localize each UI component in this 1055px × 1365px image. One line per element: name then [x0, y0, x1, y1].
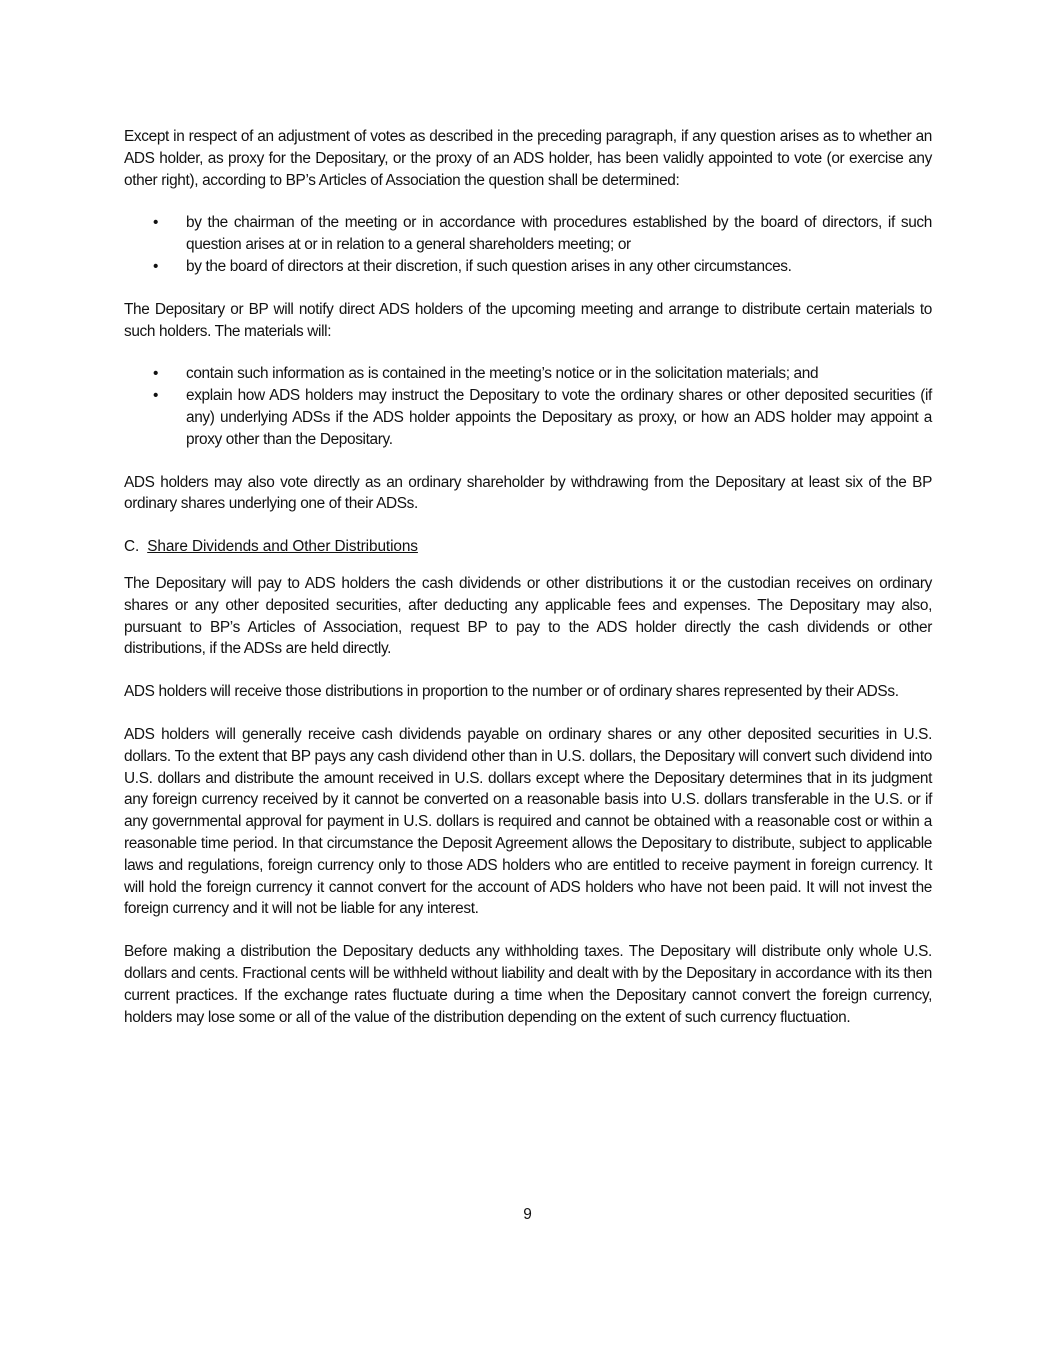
- section-title: Share Dividends and Other Distributions: [147, 538, 418, 556]
- paragraph-direct-vote: ADS holders may also vote directly as an ordinary shareholder by withdrawing from the Depositary at least six of the BP ordinary shares underlying one of their ADSs.: [124, 473, 932, 513]
- section-heading-c: [124, 536, 932, 558]
- paragraph-withholding: Before making a distribution the Depositary deducts any withholding taxes. The Depositary will distribute only whole U.S. dollars and cents. Fractional cents will be withheld without liability and dealt with by the Depositary in accordance with its then current practices. If the exchange rates fluctuate during a time when the Depositary cannot convert the foreign currency, holders may lose some or all of the value of the distribution depending on the extent of such currency fluctuation.: [124, 943, 932, 1026]
- list-item-text: contain such information as is contained in the meeting’s notice or in the solicitation materials; and: [186, 365, 819, 383]
- paragraph-meeting-notice: The Depositary or BP will notify direct ADS holders of the upcoming meeting and arrange to distribute certain materials to such holders. The materials will:: [124, 300, 932, 340]
- list-item: [124, 212, 932, 256]
- bullet-icon: •: [153, 387, 159, 405]
- paragraph-proportion: ADS holders will receive those distributions in proportion to the number or of ordinary shares represented by their ADSs.: [124, 683, 899, 701]
- list-item-text: by the chairman of the meeting or in accordance with procedures established by the board of directors, if such question arises at or in relation to a general shareholders meeting; or: [186, 214, 932, 254]
- page-number: 9: [523, 1206, 532, 1223]
- paragraph-dividend-payment: The Depositary will pay to ADS holders the cash dividends or other distributions it or the custodian receives on ordinary shares or any other deposited securities, after deducting any applicable fees and expenses. The Depositary may also, pursuant to BP’s Articles of Association, request BP to pay to the ADS holder directly the cash dividends or other distributions, if the ADSs are held directly.: [124, 574, 932, 658]
- bullet-icon: •: [153, 214, 159, 232]
- bullet-icon: •: [153, 365, 159, 383]
- list-item-text: explain how ADS holders may instruct the Depositary to vote the ordinary shares or other deposited securities (if any) underlying ADSs if the ADS holder appoints the Depositary as proxy, or how an ADS holder may appoint a proxy other than the Depositary.: [186, 387, 932, 448]
- bullet-icon: •: [153, 257, 159, 275]
- paragraph-question-determination: Except in respect of an adjustment of votes as described in the preceding paragraph, if any question arises as to whether an ADS holder, as proxy for the Depositary, or the proxy of an ADS holder, has been validly appointed to vote (or exercise any other right), according to BP’s Articles of Association the question shall be determined:: [124, 128, 932, 189]
- list-item: [124, 256, 932, 278]
- bullet-list-materials: [124, 363, 932, 450]
- section-letter: C.: [124, 538, 140, 556]
- list-item: [124, 385, 932, 450]
- list-item-text: by the board of directors at their discretion, if such question arises in any other circumstances.: [186, 257, 792, 275]
- document-page: [124, 126, 932, 1049]
- list-item: [124, 363, 932, 385]
- bullet-list-determination: [124, 212, 932, 277]
- paragraph-currency-conversion: ADS holders will generally receive cash dividends payable on ordinary shares or any other deposited securities in U.S. dollars. To the extent that BP pays any cash dividend other than in U.S. dollars, the Depositary will convert such dividend into U.S. dollars and distribute the amount received in U.S. dollars except where the Depositary determines that in its judgment any foreign currency received by it cannot be converted on a reasonable basis into U.S. dollars transferable in the U.S. or if any governmental approval for payment in U.S. dollars is required and cannot be obtained with a reasonable cost or within a reasonable time period. In that circumstance the Deposit Agreement allows the Depositary to distribute, subject to applicable laws and regulations, foreign currency only to those ADS holders who are entitled to receive payment in foreign currency. It will hold the foreign currency it cannot convert for the account of ADS holders who have not been paid. It will not invest the foreign currency and it will not be liable for any interest.: [124, 725, 932, 918]
